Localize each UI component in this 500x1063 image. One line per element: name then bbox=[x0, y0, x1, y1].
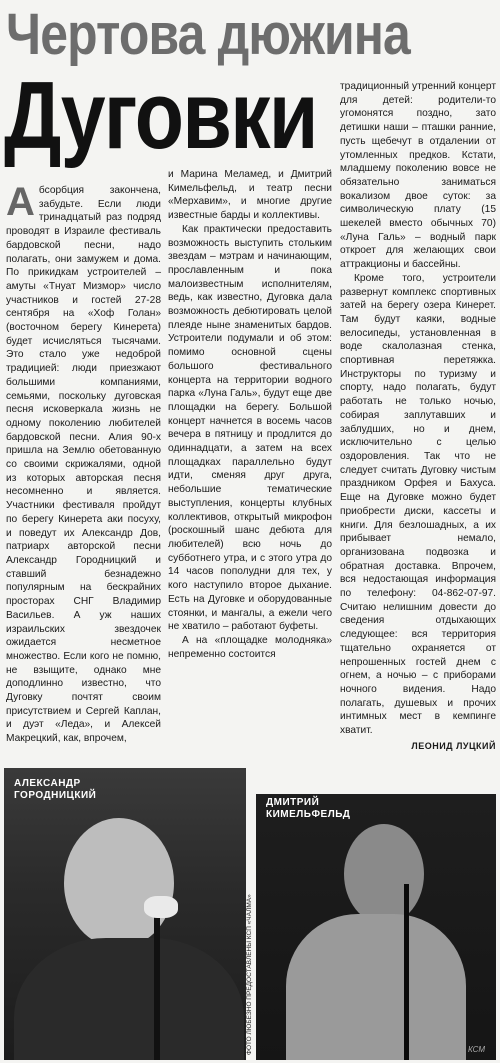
photo-kimelfeld bbox=[256, 794, 496, 1060]
publisher-logo: КСМ bbox=[468, 1045, 485, 1054]
article-column-1 bbox=[6, 180, 161, 746]
article-paragraph: А на «площадке молодняка» непременно состоится bbox=[168, 634, 332, 660]
caption-line: ДМИТРИЙ bbox=[266, 797, 320, 808]
article-paragraph: Как практически предоставить возможность выступить стольким звездам – мэтрам и начинающим, прославленным и пока малоизвестным исполнителям, ведь, как известно, Дуговка дала возможность дебютировать целой плеяде ныне знаменитых бардов. Устроители подумали и об этом: помимо основной сцены большого фестивального концерта на территории водного парка «Луна Галь», будут еще две площадки на берегу. Большой концерт начнется в восемь часов вечера в пятницу и продлится до одиннадцати, а затем на всех площадках параллельно будут идти, сменяя друг друга, небольшие тематические выступления, концерты клубных коллективов, открытый микрофон (роскошный шанс дебюта для любителей) всю ночь до субботнего утра, и с этого утра до 14 часов пополудни для тех, у кого наступило второе дыхание. Есть на Дуговке и оборудованные стоянки, и мангалы, а ежели чего не хватило – работают буфеты. bbox=[168, 223, 332, 633]
photo-caption-left bbox=[14, 778, 96, 802]
author-byline: ЛЕОНИД ЛУЦКИЙ bbox=[411, 740, 496, 751]
headline-line1: Чертова дюжина bbox=[6, 2, 410, 67]
microphone-icon bbox=[144, 896, 178, 918]
caption-line: АЛЕКСАНДР bbox=[14, 778, 81, 789]
photo-gorodnitsky bbox=[4, 768, 246, 1060]
article-paragraph: традиционный утренний концерт для детей: родители-то угомонятся поздно, зато детишки наши – пташки ранние, пусть щебечут в отдалении от утомленных предков. Кстати, младшему поколению вовсе не обязательно заниматься вокализом двое суток: за символическую плату (15 шекелей вместо обычных 70) «Луна Галь» – водный парк откроет для желающих свои аттракционы и бассейны. bbox=[340, 81, 496, 271]
article-paragraph bbox=[6, 180, 161, 746]
caption-line: КИМЕЛЬФЕЛЬД bbox=[266, 809, 351, 820]
drop-cap: А bbox=[6, 180, 35, 224]
microphone-stand bbox=[404, 884, 409, 1060]
article-paragraph: и Марина Меламед, и Дмитрий Кимельфельд, и театр песни «Мерхавим», и многие другие известные барды и коллективы. bbox=[168, 169, 332, 222]
singer-head bbox=[344, 824, 424, 924]
paragraph-text: бсорбция закончена, забудьте. Если люди тринадцатый раз подряд проводят в Израиле фестиваль бардовской песни, надо полагать, они замужем и дома. По прикидкам устроителей – амуты «Тнуат Мизмор» число участников и гостей 27-28 сентября на «Хоф Голан» (восточном берегу Кинерета) будет исчисляться тысячами. Это стало уже недоброй традицией: люди приезжают большими компаниями, семьями, поскольку дуговская песня исковеркала жизнь не одному поколению любителей бардовской песни. Алия 90-х пришла на Землю обетованную со своими скрижалями, одной из которых авторская песня несомненно и является. Участники фестиваля пройдут по берегу Кинерета аки посуху, и поведут их Александр Дов, патриарх авторской песни Александр Городницкий и ставший безнадежно популярным на бескрайних просторах СНГ Владимир Васильев. А уж наших израильских звездочек ожидается несметное множество. Если кого не помню, не взыщите, однако мне доподлинно известно, что Дуговку почтят своим присутствием и Сергей Каплан, и дуэт «Леда», и Алексей Макрецкий, как, впрочем, bbox=[6, 185, 161, 745]
article-column-2 bbox=[168, 168, 332, 661]
article-column-3 bbox=[340, 80, 496, 753]
microphone-stand bbox=[154, 908, 160, 1060]
caption-line: ГОРОДНИЦКИЙ bbox=[14, 790, 97, 801]
singer-body bbox=[14, 938, 244, 1060]
headline-line2: Дуговки bbox=[4, 62, 317, 169]
photo-caption-right bbox=[266, 797, 350, 821]
article-paragraph: Кроме того, устроители развернут комплекс спортивных затей на берегу озера Кинерет. Там будут каяки, водные велосипеды, установленная в воде скалолазная стенка, спортивная перетяжка. Инструкторы по туризму и спорту, надо полагать, будут работать не только ночью, собирая заплутавших и заблудших, но и днем, исключительно с целью оздоровления. Так что не следует считать Дуговку чистым праздником Орфея и Бахуса. Еще на Дуговке можно будет приобрести диски, кассеты и книги. Для безлошадных, а их прибывает немало, организована подвозка и обратная доставка. Впрочем, вся недостающая информация по телефону: 04-862-07-97. Считаю нелишним довести до сведения отдыхающих следующее: вся территория тщательно охраняется от непрошенных гостей днем с огнем, а ночью – с приборами ночного видения. Надо полагать, душевых и прочих интимных мест в кемпинге хватит. bbox=[340, 272, 496, 737]
singer-body bbox=[286, 914, 466, 1060]
photo-credit: ФОТО ЛЮБЕЗНО ПРЕДОСТАВЛЕНЫ КСП «ЧАЛМА» bbox=[246, 894, 253, 1055]
